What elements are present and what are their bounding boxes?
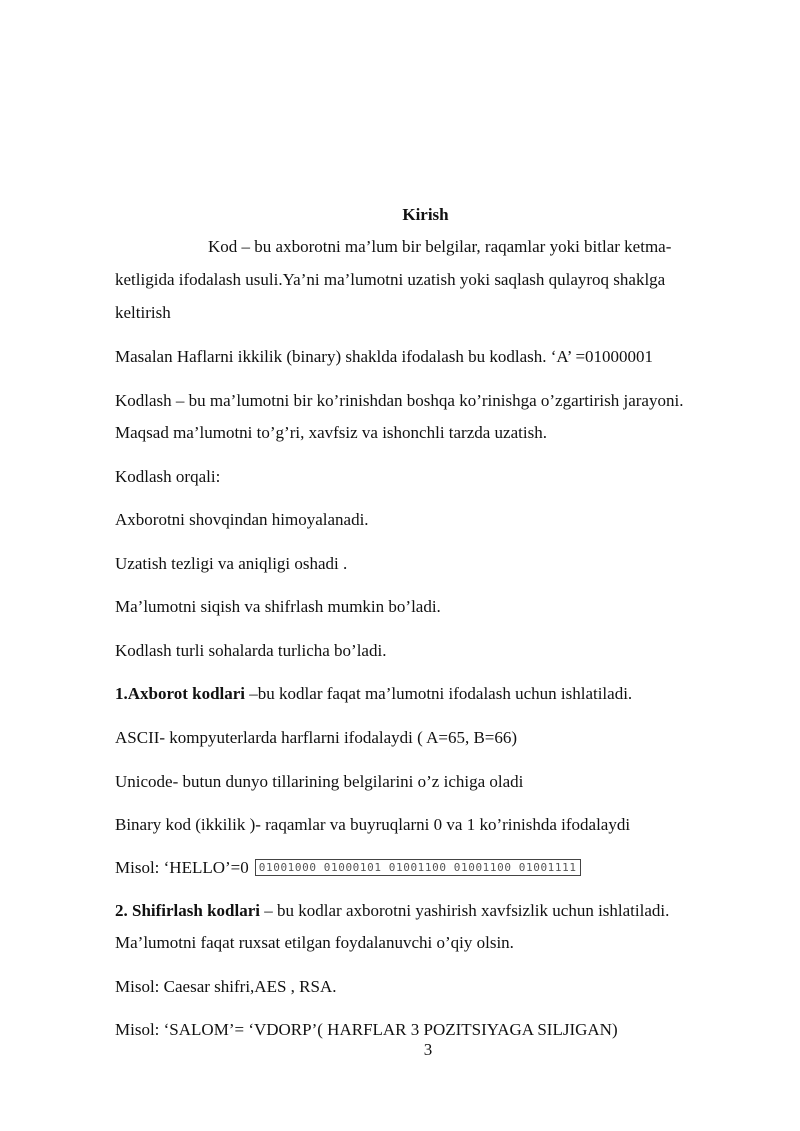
section-1-heading-line (115, 683, 632, 705)
benefit-item: Uzatish tezligi va aniqligi oshadi . (115, 554, 348, 573)
section-1-item: Binary kod (ikkilik )- raqamlar va buyruqlarni 0 va 1 ko’rinishda ifodalaydi (115, 815, 631, 834)
binary-code-box: 01001000 01000101 01001100 01001100 01001111 (255, 859, 581, 876)
section-2-description-line-2: Ma’lumotni faqat ruxsat etilgan foydalanuvchi o’qiy olsin. (115, 933, 514, 952)
coding-definition-line-2: Maqsad ma’lumotni to’g’ri, xavfsiz va ishonchli tarzda uzatish. (115, 423, 547, 442)
binary-example-line: Masalan Haflarni ikkilik (binary) shaklda ifodalash bu kodlash. ‘A’ =01000001 (115, 347, 654, 366)
section-1-heading: Axborot kodlari (127, 684, 246, 703)
section-1-item: ASCII- kompyuterlarda harflarni ifodalaydi ( A=65, B=66) (115, 728, 518, 747)
section-2-heading-line (115, 900, 669, 922)
section-1-example-label: Misol: ‘HELLO’=0 (115, 858, 249, 877)
section-1-example-line (115, 857, 581, 879)
section-2-heading: 2. Shifirlash kodlari (115, 901, 261, 920)
benefit-item: Kodlash turli sohalarda turlicha bo’ladi. (115, 641, 387, 660)
benefits-heading: Kodlash orqali: (115, 467, 221, 486)
section-2-description: – bu kodlar axborotni yashirish xavfsizlik uchun ishlatiladi. (260, 901, 670, 920)
benefit-item: Ma’lumotni siqish va shifrlash mumkin bo’ladi. (115, 597, 441, 616)
coding-definition-line-1: Kodlash – bu ma’lumotni bir ko’rinishdan boshqa ko’rinishga o’zgartirish jarayoni. (115, 391, 684, 410)
intro-line-3: keltirish (115, 303, 171, 322)
section-2-example-2: Misol: ‘SALOM’= ‘VDORP’( HARFLAR 3 POZITSIYAGA SILJIGAN) (115, 1020, 618, 1039)
section-1-description: –bu kodlar faqat ma’lumotni ifodalash uchun ishlatiladi. (245, 684, 633, 703)
intro-line-1: Kod – bu axborotni ma’lum bir belgilar, raqamlar yoki bitlar ketma- (208, 237, 672, 256)
page-number: 3 (423, 1040, 433, 1059)
section-1-number: 1. (115, 684, 128, 703)
page-title: Kirish (402, 205, 449, 224)
benefit-item: Axborotni shovqindan himoyalanadi. (115, 510, 369, 529)
section-2-example-1: Misol: Caesar shifri,AES , RSA. (115, 977, 337, 996)
section-1-item: Unicode- butun dunyo tillarining belgilarini o’z ichiga oladi (115, 772, 524, 791)
intro-line-2: ketligida ifodalash usuli.Ya’ni ma’lumotni uzatish yoki saqlash qulayroq shaklga (115, 270, 666, 289)
